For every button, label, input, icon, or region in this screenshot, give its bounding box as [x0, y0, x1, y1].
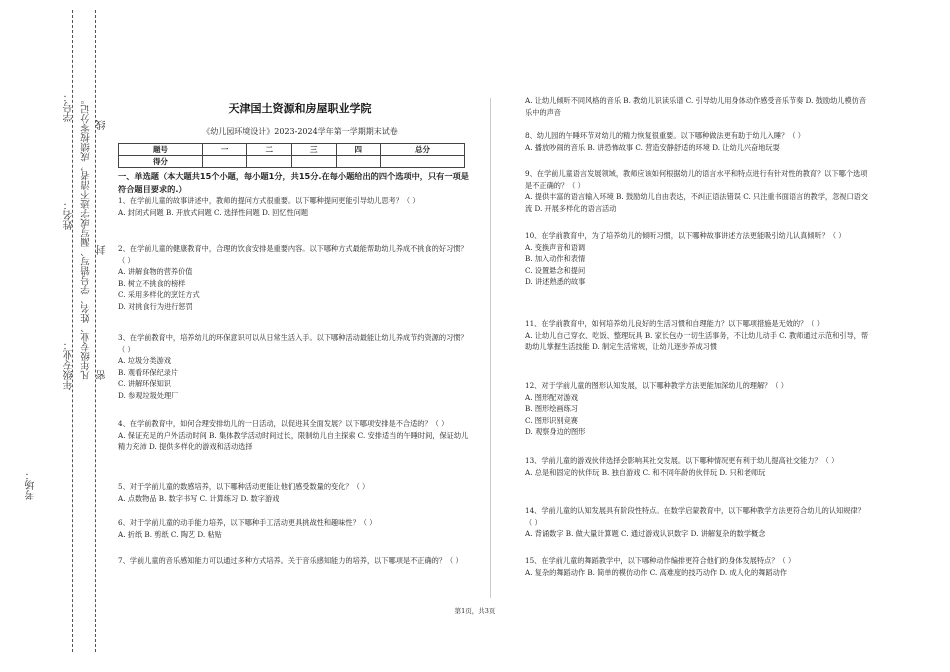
- question-stem: 7、学前儿童的音乐感知能力可以通过多种方式培养。关于音乐感知能力的培养，以下哪项是不正确的？（ ）: [118, 556, 463, 565]
- question-option[interactable]: B. 树立不挑食的榜样: [118, 278, 186, 288]
- score-cell: 四: [336, 144, 381, 156]
- question-stem: 8、幼儿园的午睡环节对幼儿的精力恢复很重要。以下哪种做法更有助于幼儿入睡？（ ）: [525, 131, 805, 140]
- binding-line-outer: [95, 10, 96, 652]
- question-option[interactable]: B. 加入动作和表情: [525, 254, 586, 263]
- score-cell: [202, 156, 247, 168]
- question-option[interactable]: A. 点数物品 B. 数字书写 C. 计算练习 D. 数字游戏: [118, 493, 280, 503]
- question-stem: 4、在学前教育中，如何合理安排幼儿的一日活动，以促进其全面发展？以下哪项安排是不合适的？（ ）: [118, 419, 449, 428]
- section-heading: 一、单选题（本大题共15个小题，每小题1分，共15分.在每小题给出的四个选项中，只有一项是符合题目要求的.）: [118, 171, 469, 194]
- question-item: [118, 481, 470, 504]
- question-option[interactable]: A. 变换声音和语调: [525, 242, 586, 252]
- question-option[interactable]: A. 总是和固定的伙伴玩 B. 独自游戏 C. 和不同年龄的伙伴玩 D. 只和老师玩: [525, 467, 766, 477]
- score-cell: 一: [202, 144, 247, 156]
- question-option[interactable]: A. 封闭式问题 B. 开放式问题 C. 选择性问题 D. 回忆性问题: [118, 207, 309, 217]
- question-item: [525, 130, 870, 153]
- question-item: [118, 195, 470, 218]
- score-table-header-row: [119, 144, 465, 156]
- question-item: [118, 555, 470, 567]
- question-item: [525, 318, 870, 353]
- question-item: [525, 505, 870, 540]
- question-option[interactable]: A. 让幼儿倾听不同风格的音乐 B. 教幼儿识读乐谱 C. 引导幼儿用身体动作感受音乐节奏 D. 鼓励幼儿模仿音乐中的声音: [525, 96, 867, 117]
- exam-site-label: 考场：: [26, 470, 37, 500]
- question-option[interactable]: A. 讲解食物的营养价值: [118, 267, 193, 276]
- school-title: 天津国土资源和房屋职业学院: [228, 102, 372, 115]
- score-table-score-row: [119, 156, 465, 168]
- student-id-label: 学号：: [64, 92, 75, 122]
- question-item: [525, 555, 870, 578]
- name-label: 姓名：: [64, 200, 75, 230]
- score-cell: [247, 156, 292, 168]
- question-stem: 15、在学前儿童的舞蹈教学中，以下哪种动作编排更符合他们的身体发展特点？（ ）: [525, 556, 796, 565]
- question-option[interactable]: A. 折纸 B. 剪纸 C. 陶艺 D. 粘贴: [118, 529, 222, 539]
- score-cell: 得分: [119, 156, 203, 168]
- question-stem: 1、在学前儿童的故事讲述中，教师的提问方式很重要。以下哪种提问更能引导幼儿思考？（ ）: [118, 196, 420, 205]
- question-option[interactable]: D. 讲述熟悉的故事: [525, 277, 586, 286]
- question-option[interactable]: C. 采用多样化的烹饪方式: [118, 290, 200, 299]
- question-option[interactable]: D. 观察身边的图形: [525, 427, 586, 436]
- question-option[interactable]: A. 垃圾分类游戏: [118, 356, 171, 365]
- question-option[interactable]: D. 对挑食行为进行惩罚: [118, 301, 193, 311]
- question-item: [525, 455, 870, 478]
- question-item: [525, 168, 870, 214]
- question-item: [525, 380, 870, 438]
- question-stem: 10、在学前教育中，为了培养幼儿的倾听习惯，以下哪种故事讲述方法更能吸引幼儿认真倾听？（ ）: [525, 231, 846, 240]
- score-table: [118, 143, 465, 168]
- question-option[interactable]: C. 讲解环保知识: [118, 379, 171, 388]
- question-stem: 2、在学前儿童的健康教育中，合理的饮食安排是重要内容。以下哪种方式最能帮助幼儿养成不挑食的好习惯？（ ）: [118, 244, 468, 265]
- question-item: [118, 418, 470, 453]
- score-cell: [336, 156, 381, 168]
- question-stem: 9、在学前儿童语言发展领域，教师应该如何根据幼儿的语言水平和特点进行有针对性的教育？以下哪个选项是不正确的？（ ）: [525, 169, 868, 190]
- question-option[interactable]: C. 图形识别竞赛: [525, 415, 578, 425]
- question-stem: 3、在学前教育中，培养幼儿的环保意识可以从日常生活入手。以下哪种活动最能让幼儿养成节约资源的习惯？（ ）: [118, 333, 468, 354]
- score-cell: 二: [247, 144, 292, 156]
- question-item: [525, 230, 870, 288]
- question-item: [118, 517, 470, 540]
- question-stem: 5、对于学前儿童的数感培养，以下哪种活动更能让他们感受数量的变化？（ ）: [118, 482, 370, 491]
- question-option[interactable]: A. 提供丰富的语言输入环境 B. 鼓励幼儿自由表达，不纠正语法错误 C. 只注重书面语言的教学，忽视口语交流 D. 开展多样化的语言活动: [525, 192, 869, 213]
- seal-mark-mi: 密: [97, 370, 108, 380]
- question-option[interactable]: C. 设置悬念和提问: [525, 265, 586, 275]
- score-cell: [291, 156, 336, 168]
- question-option[interactable]: A. 播放吵闹的音乐 B. 讲恐怖故事 C. 营造安静舒适的环境 D. 让幼儿兴奋地玩耍: [525, 142, 780, 152]
- question-item: [118, 243, 470, 312]
- column-divider: [490, 98, 491, 598]
- question-stem: 11、在学前教育中，如何培养幼儿良好的生活习惯和自理能力？以下哪项措施是无效的？（ ）: [525, 319, 824, 328]
- grade-major-label: 年级专业：: [64, 340, 75, 390]
- question-option[interactable]: A. 背诵数字 B. 做大量计算题 C. 通过游戏认识数字 D. 讲解复杂的数学概念: [525, 529, 766, 538]
- question-option[interactable]: B. 图形绘画练习: [525, 404, 578, 413]
- score-cell: 题号: [119, 144, 203, 156]
- question-stem: 6、对于学前儿童的动手能力培养，以下哪种手工活动更具挑战性和趣味性？（ ）: [118, 518, 377, 527]
- page-footer: 第1页，共3页: [454, 607, 496, 615]
- score-cell: [381, 156, 465, 168]
- binding-notice: 凡年级专业、姓名、学号错写、漏写或字迹不清者，成绩按零分记。: [81, 95, 92, 380]
- question-option[interactable]: D. 参观垃圾处理厂: [118, 390, 179, 400]
- question-stem: 14、学前儿童的认知发展具有阶段性特点。在数学启蒙教育中，以下哪种教学方法更符合幼儿的认知规律？（ ）: [525, 506, 865, 527]
- question-item: [118, 332, 470, 401]
- question-option[interactable]: A. 让幼儿自己穿衣、吃饭、整理玩具 B. 家长包办一切生活事务，不让幼儿动手 C. 教师通过示范和引导，帮助幼儿掌握生活技能 D. 制定生活常规，让幼儿逐步养成习惯: [525, 330, 869, 351]
- seal-mark-xian: 线: [97, 120, 108, 130]
- question-option[interactable]: A. 保证充足的户外活动时间 B. 集体教学活动时间过长，限制幼儿自主探索 C. 安排适当的午睡时间，保证幼儿精力充沛 D. 提供多样化的游戏和活动选择: [118, 430, 469, 451]
- question-item: [525, 95, 870, 118]
- question-stem: 13、学前儿童的游戏伙伴选择会影响其社交发展。以下哪种情况更有利于幼儿提高社交能力？（ ）: [525, 456, 839, 465]
- score-cell: 总分: [381, 144, 465, 156]
- question-stem: 12、对于学前儿童的图形认知发展，以下哪种教学方法更能加深幼儿的理解？（ ）: [525, 381, 788, 390]
- score-cell: 三: [291, 144, 336, 156]
- question-option[interactable]: B. 观看环保纪录片: [118, 367, 179, 377]
- question-option[interactable]: A. 图形配对游戏: [525, 392, 578, 402]
- exam-subtitle: 《幼儿园环境设计》2023-2024学年第一学期期末试卷: [202, 127, 398, 136]
- seal-mark-feng: 封: [97, 245, 108, 255]
- question-option[interactable]: A. 复杂的舞蹈动作 B. 简单的模仿动作 C. 高难度的技巧动作 D. 成人化的舞蹈动作: [525, 567, 787, 577]
